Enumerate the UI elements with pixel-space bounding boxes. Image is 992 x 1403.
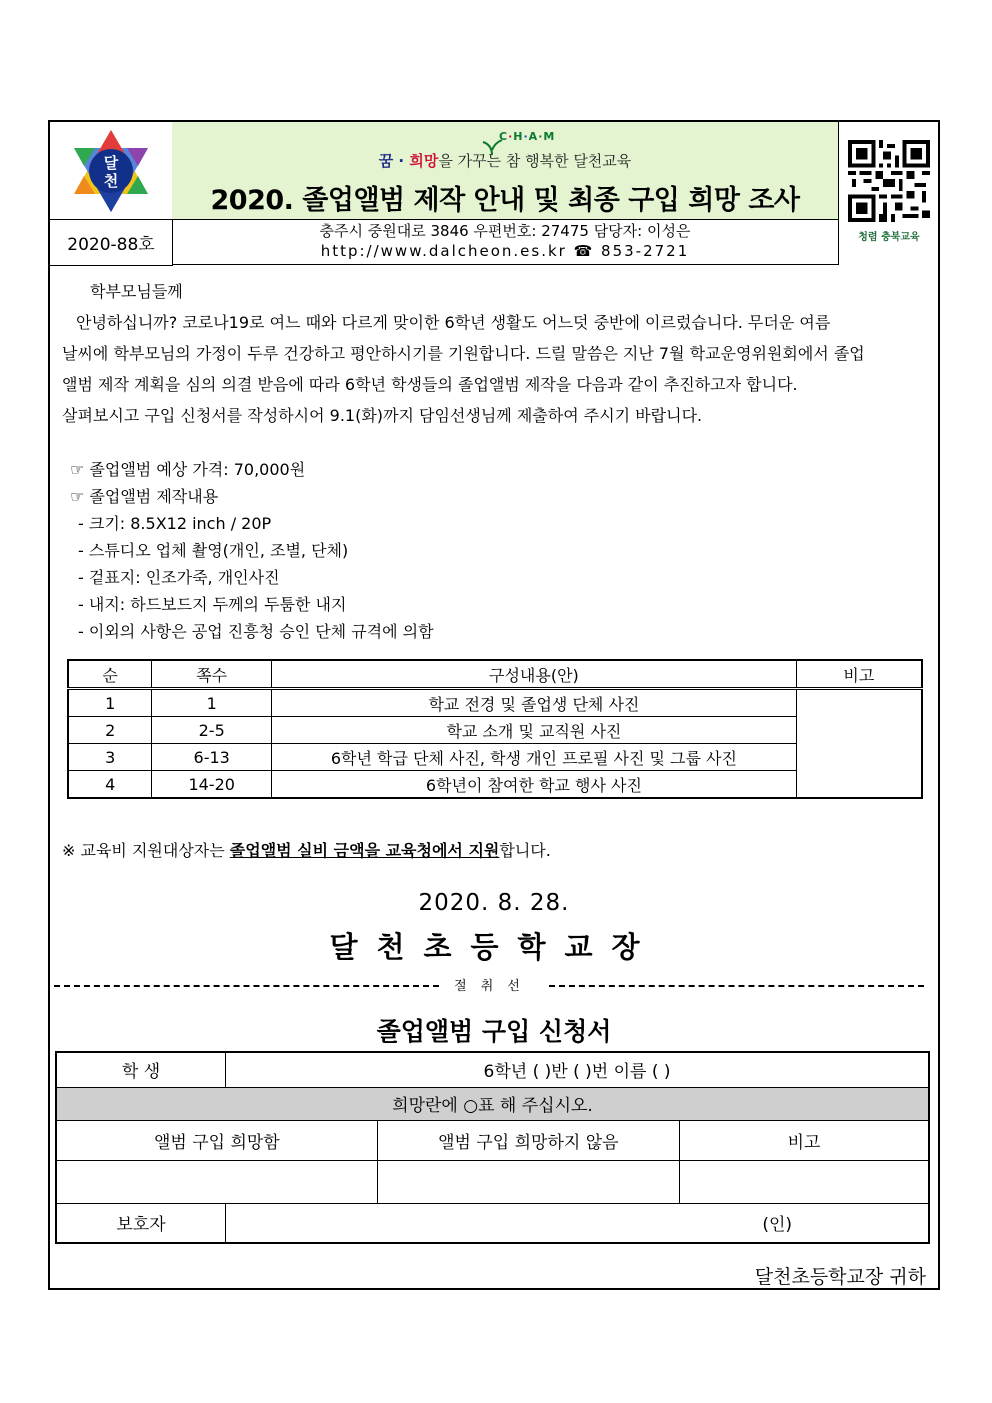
- slogan-banner: [172, 122, 838, 220]
- row-number: 4: [68, 771, 152, 799]
- document-frame: [48, 120, 940, 1290]
- table-row: [68, 771, 922, 799]
- row-pages: 1: [152, 689, 272, 717]
- qr-cell: [838, 122, 939, 265]
- document-title: 2020. 졸업앨범 제작 안내 및 최종 구입 희망 조사: [210, 185, 800, 216]
- row-number: 2: [68, 717, 152, 744]
- detail-item: - 크기: 8.5X12 inch / 20P: [78, 514, 272, 533]
- cut-dash-left: [54, 985, 439, 987]
- support-note-emphasis: 졸업앨범 실비 금액을 교육청에서 지원: [229, 841, 500, 860]
- no-purchase-header: 앨범 구입 희망하지 않음: [377, 1120, 679, 1160]
- table-header-row: [68, 660, 922, 689]
- school-slogan: 꿈 · 희망을 가꾸는 참 행복한 달천교육: [378, 152, 632, 170]
- content-heading: ☞ 졸업앨범 제작내용: [70, 487, 219, 506]
- guardian-label: 보호자: [56, 1203, 226, 1243]
- row-number: 3: [68, 744, 152, 771]
- principal-signature: 달천초등학교장: [329, 930, 659, 964]
- form-instruction: 희망란에 ○표 해 주십시오.: [56, 1087, 929, 1120]
- row-content: 6학년이 참여한 학교 행사 사진: [272, 771, 797, 799]
- row-pages: 2-5: [152, 717, 272, 744]
- logo-text-top: 달: [103, 154, 119, 172]
- table-row: [68, 689, 922, 717]
- row-number: 1: [68, 689, 152, 717]
- remark-field[interactable]: [680, 1160, 929, 1203]
- school-contact: [172, 219, 838, 265]
- qr-code-icon: [848, 140, 930, 222]
- student-info-field[interactable]: 6학년 ( )반 ( )번 이름 ( ): [226, 1052, 929, 1087]
- column-header: 쪽수: [152, 660, 272, 689]
- column-header: 순: [68, 660, 152, 689]
- logo-text-bottom: 천: [103, 172, 119, 190]
- paragraph-line: 앨범 제작 계획을 심의 의결 받음에 따라 6학년 학생들의 졸업앨범 제작을 다음과 같이 추진하고자 합니다.: [62, 375, 798, 394]
- support-note: ※ 교육비 지원대상자는 졸업앨범 실비 금액을 교육청에서 지원합니다.: [62, 841, 551, 860]
- want-purchase-header: 앨범 구입 희망함: [56, 1120, 377, 1160]
- application-form: [55, 1051, 930, 1244]
- student-label: 학 생: [56, 1052, 226, 1087]
- cut-line: [54, 975, 924, 995]
- application-form-title: 졸업앨범 구입 신청서: [376, 1017, 612, 1046]
- column-header: 구성내용(안): [272, 660, 797, 689]
- album-details: [70, 456, 434, 645]
- letter-body: [62, 276, 932, 431]
- addressee: 달천초등학교장 귀하: [754, 1266, 926, 1288]
- composition-table: [67, 659, 923, 799]
- school-logo-cell: [50, 122, 173, 220]
- paragraph-line: 살펴보시고 구입 신청서를 작성하시어 9.1(화)까지 담임선생님께 제출하여 주시기 바랍니다.: [62, 406, 703, 425]
- row-content: 6학년 학급 단체 사진, 학생 개인 프로필 사진 및 그룹 사진: [272, 744, 797, 771]
- want-purchase-field[interactable]: [56, 1160, 377, 1203]
- cut-line-label: 절취선: [439, 975, 549, 994]
- guardian-seal-field[interactable]: (인): [226, 1203, 929, 1243]
- no-purchase-field[interactable]: [377, 1160, 679, 1203]
- price-line: ☞ 졸업앨범 예상 가격: 70,000원: [70, 460, 306, 479]
- detail-item: - 이외의 사항은 공업 진흥청 승인 단체 규격에 의함: [78, 622, 434, 641]
- remarks-cell: [796, 689, 922, 799]
- row-content: 학교 전경 및 졸업생 단체 사진: [272, 689, 797, 717]
- paragraph-line: 날씨에 학부모님의 가정이 두루 건강하고 평안하시기를 기원합니다. 드릴 말씀은 지난 7월 학교운영위원회에서 졸업: [62, 344, 865, 363]
- detail-item: - 겉표지: 인조가죽, 개인사진: [78, 568, 280, 587]
- detail-item: - 내지: 하드보드지 두께의 두툼한 내지: [78, 595, 347, 614]
- remark-header: 비고: [680, 1120, 929, 1160]
- column-header: 비고: [796, 660, 922, 689]
- cham-wordmark: C·H·A·M: [499, 130, 556, 143]
- letterhead: [50, 122, 938, 265]
- school-url: http://www.dalcheon.es.kr ☎ 853-2721: [320, 242, 690, 260]
- school-logo-icon: [50, 122, 172, 219]
- table-row: [68, 717, 922, 744]
- document-number: 2020-88호: [50, 219, 173, 266]
- paragraph-line: 안녕하십니까? 코로나19로 여느 때와 다르게 맞이한 6학년 생활도 어느덧 중반에 이르렀습니다. 무더운 여름: [76, 313, 831, 332]
- integrity-caption: 청렴 충북교육: [858, 232, 920, 243]
- issue-date: 2020. 8. 28.: [418, 890, 570, 916]
- table-row: [68, 744, 922, 771]
- school-address: 충주시 중원대로 3846 우편번호: 27475 담당자: 이성은: [319, 222, 691, 240]
- cut-dash-right: [549, 985, 924, 987]
- row-pages: 14-20: [152, 771, 272, 799]
- detail-item: - 스튜디오 업체 촬영(개인, 조별, 단체): [78, 541, 349, 560]
- greeting: 학부모님들께: [90, 282, 183, 301]
- row-content: 학교 소개 및 교직원 사진: [272, 717, 797, 744]
- row-pages: 6-13: [152, 744, 272, 771]
